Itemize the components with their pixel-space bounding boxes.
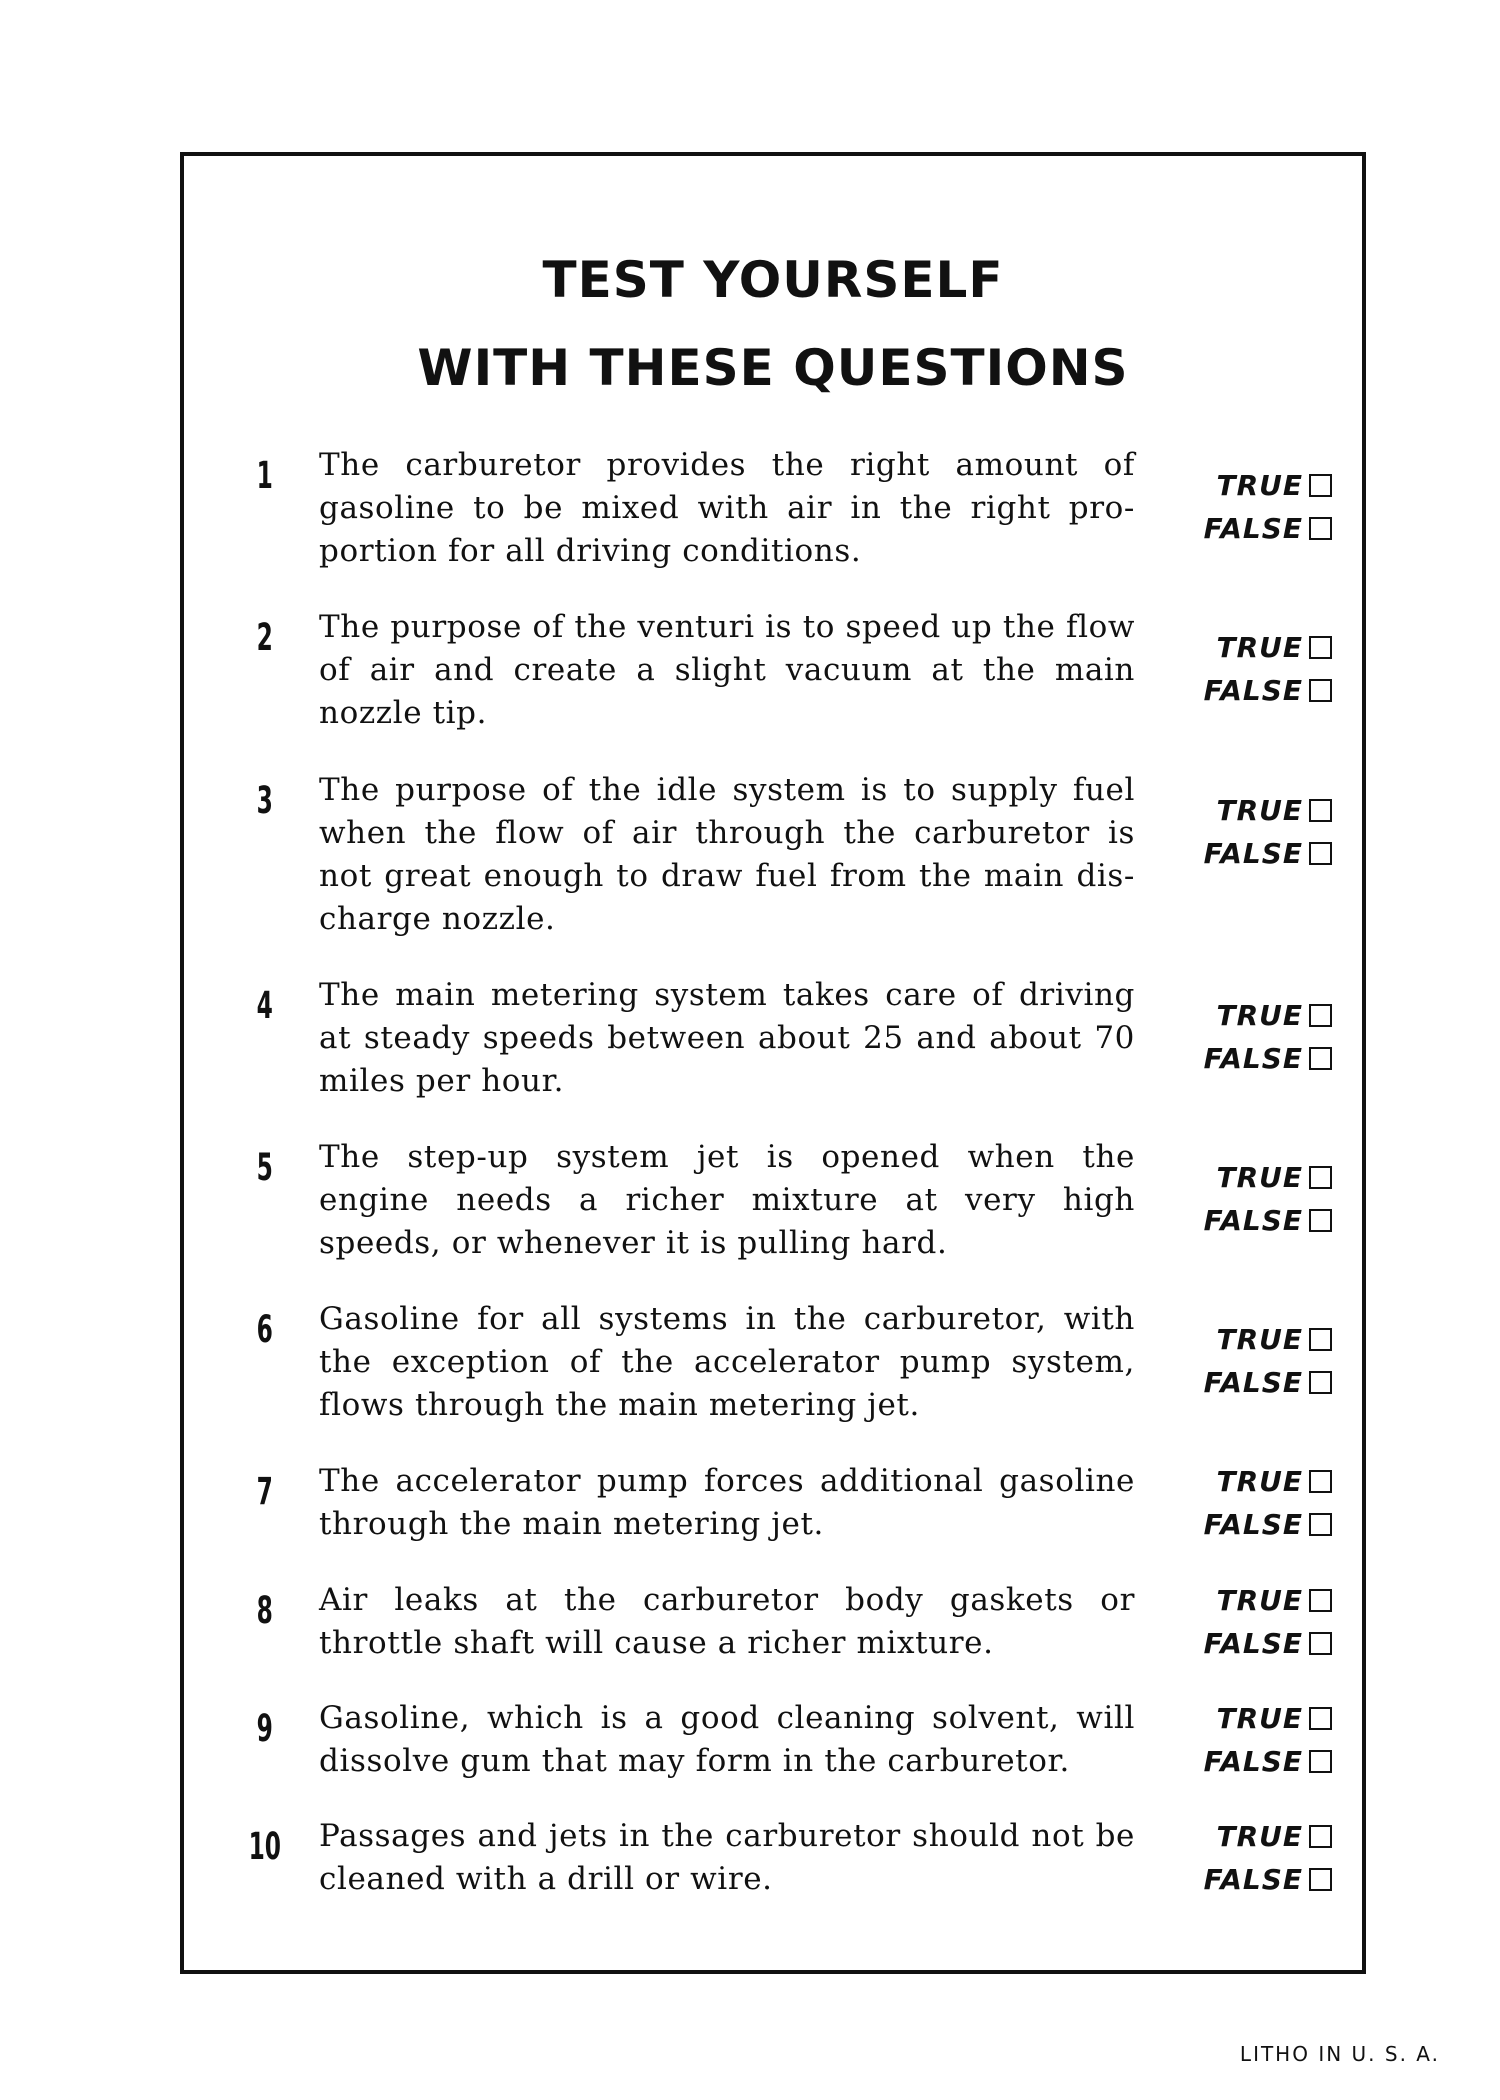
false-label: FALSE bbox=[1203, 512, 1303, 545]
question-number: 10 bbox=[248, 1825, 282, 1868]
false-label: FALSE bbox=[1203, 1204, 1303, 1237]
false-checkbox[interactable] bbox=[1309, 679, 1332, 702]
true-option[interactable] bbox=[1172, 1156, 1332, 1199]
false-label: FALSE bbox=[1203, 674, 1303, 707]
true-checkbox[interactable] bbox=[1309, 474, 1332, 497]
true-checkbox[interactable] bbox=[1309, 1166, 1332, 1189]
false-checkbox[interactable] bbox=[1309, 517, 1332, 540]
true-option[interactable] bbox=[1172, 464, 1332, 507]
false-checkbox[interactable] bbox=[1309, 1750, 1332, 1773]
true-option[interactable] bbox=[1172, 1697, 1332, 1740]
false-checkbox[interactable] bbox=[1309, 1371, 1332, 1394]
quiz-title-line2: WITH THESE QUESTIONS bbox=[417, 339, 1129, 397]
true-checkbox[interactable] bbox=[1309, 1470, 1332, 1493]
question-number: 4 bbox=[256, 984, 273, 1027]
false-label: FALSE bbox=[1203, 1627, 1303, 1660]
question-text: The purpose of the venturi is to speed up the flow of air and create a slight vacuum at the main nozzle tip. bbox=[319, 609, 1135, 731]
true-label: TRUE bbox=[1216, 1323, 1303, 1356]
true-option[interactable] bbox=[1172, 1579, 1332, 1622]
false-option[interactable] bbox=[1172, 1361, 1332, 1404]
false-checkbox[interactable] bbox=[1309, 842, 1332, 865]
question-number: 9 bbox=[256, 1707, 273, 1750]
false-label: FALSE bbox=[1203, 1745, 1303, 1778]
question-text: Air leaks at the carburetor body gaskets or throttle shaft will cause a richer mixture. bbox=[319, 1582, 1135, 1661]
true-label: TRUE bbox=[1216, 469, 1303, 502]
true-checkbox[interactable] bbox=[1309, 636, 1332, 659]
true-label: TRUE bbox=[1216, 1465, 1303, 1498]
true-label: TRUE bbox=[1216, 1702, 1303, 1735]
question-number: 7 bbox=[256, 1470, 273, 1513]
answer-options bbox=[1172, 1697, 1332, 1783]
answer-options bbox=[1172, 1156, 1332, 1242]
true-checkbox[interactable] bbox=[1309, 799, 1332, 822]
question-text: The purpose of the idle system is to supply fuel when the flow of air through the carburetor is not great enough to draw fuel from the main dis-charge nozzle. bbox=[319, 772, 1135, 937]
answer-options bbox=[1172, 1815, 1332, 1901]
true-label: TRUE bbox=[1216, 1584, 1303, 1617]
false-option[interactable] bbox=[1172, 1037, 1332, 1080]
quiz-title-line1: TEST YOURSELF bbox=[542, 251, 1004, 309]
question-number: 5 bbox=[256, 1146, 273, 1189]
true-checkbox[interactable] bbox=[1309, 1328, 1332, 1351]
answer-options bbox=[1172, 994, 1332, 1080]
true-option[interactable] bbox=[1172, 789, 1332, 832]
false-option[interactable] bbox=[1172, 507, 1332, 550]
false-option[interactable] bbox=[1172, 1740, 1332, 1783]
true-option[interactable] bbox=[1172, 994, 1332, 1037]
question-text: Passages and jets in the carburetor should not be cleaned with a drill or wire. bbox=[319, 1818, 1135, 1897]
answer-options bbox=[1172, 1460, 1332, 1546]
answer-options bbox=[1172, 464, 1332, 550]
question-number: 8 bbox=[256, 1589, 273, 1632]
true-label: TRUE bbox=[1216, 1820, 1303, 1853]
true-label: TRUE bbox=[1216, 794, 1303, 827]
question-text: The accelerator pump forces additional gasoline through the main metering jet. bbox=[319, 1463, 1135, 1542]
question-text: The main metering system takes care of driving at steady speeds between about 25 and about 70 miles per hour. bbox=[319, 977, 1135, 1099]
false-checkbox[interactable] bbox=[1309, 1209, 1332, 1232]
true-label: TRUE bbox=[1216, 999, 1303, 1032]
question-number: 3 bbox=[256, 779, 273, 822]
false-option[interactable] bbox=[1172, 669, 1332, 712]
false-label: FALSE bbox=[1203, 837, 1303, 870]
answer-options bbox=[1172, 1318, 1332, 1404]
false-option[interactable] bbox=[1172, 1622, 1332, 1665]
true-checkbox[interactable] bbox=[1309, 1825, 1332, 1848]
false-label: FALSE bbox=[1203, 1508, 1303, 1541]
question-text: Gasoline, which is a good cleaning solvent, will dissolve gum that may form in the carburetor. bbox=[319, 1700, 1135, 1779]
question-number: 6 bbox=[256, 1308, 273, 1351]
question-text: Gasoline for all systems in the carburetor, with the exception of the accelerator pump system, flows through the main metering jet. bbox=[319, 1301, 1135, 1423]
question-text: The step-up system jet is opened when the engine needs a richer mixture at very high speeds, or whenever it is pulling hard. bbox=[319, 1139, 1135, 1261]
true-option[interactable] bbox=[1172, 1318, 1332, 1361]
false-option[interactable] bbox=[1172, 1503, 1332, 1546]
answer-options bbox=[1172, 1579, 1332, 1665]
false-label: FALSE bbox=[1203, 1366, 1303, 1399]
quiz-frame bbox=[180, 152, 1366, 1974]
false-option[interactable] bbox=[1172, 1199, 1332, 1242]
false-checkbox[interactable] bbox=[1309, 1868, 1332, 1891]
question-number: 2 bbox=[256, 616, 273, 659]
true-option[interactable] bbox=[1172, 1815, 1332, 1858]
answer-options bbox=[1172, 626, 1332, 712]
true-checkbox[interactable] bbox=[1309, 1589, 1332, 1612]
answer-options bbox=[1172, 789, 1332, 875]
true-label: TRUE bbox=[1216, 631, 1303, 664]
question-number: 1 bbox=[256, 454, 273, 497]
false-checkbox[interactable] bbox=[1309, 1513, 1332, 1536]
true-checkbox[interactable] bbox=[1309, 1004, 1332, 1027]
false-checkbox[interactable] bbox=[1309, 1632, 1332, 1655]
question-text: The carburetor provides the right amount of gasoline to be mixed with air in the right pro-portion for all driving conditions. bbox=[319, 447, 1135, 569]
false-checkbox[interactable] bbox=[1309, 1047, 1332, 1070]
false-label: FALSE bbox=[1203, 1863, 1303, 1896]
false-label: FALSE bbox=[1203, 1042, 1303, 1075]
true-label: TRUE bbox=[1216, 1161, 1303, 1194]
false-option[interactable] bbox=[1172, 832, 1332, 875]
true-option[interactable] bbox=[1172, 1460, 1332, 1503]
print-imprint: LITHO IN U. S. A. bbox=[1239, 2042, 1440, 2066]
false-option[interactable] bbox=[1172, 1858, 1332, 1901]
true-checkbox[interactable] bbox=[1309, 1707, 1332, 1730]
true-option[interactable] bbox=[1172, 626, 1332, 669]
